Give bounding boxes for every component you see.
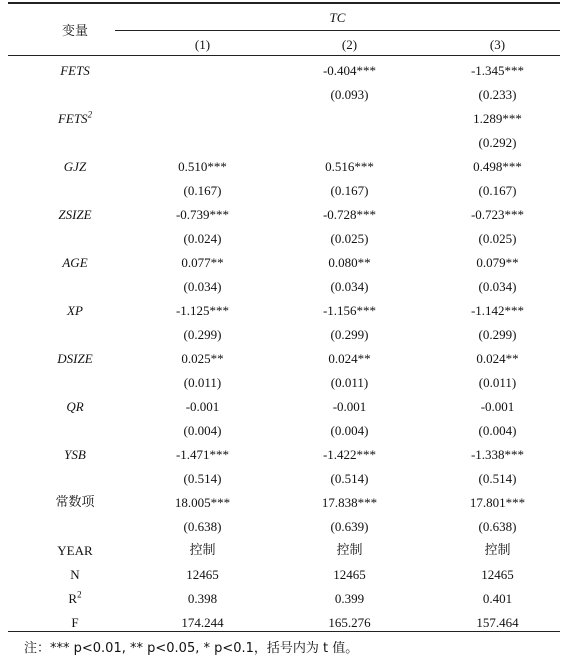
summary-label-text: F [71, 615, 79, 630]
coefficient-cell: -0.723*** [470, 207, 525, 222]
standard-error-cell: (0.004) [330, 423, 369, 438]
summary-value-cell: 12465 [481, 567, 514, 582]
column-header-2: (2) [341, 37, 358, 52]
standard-error-cell: (0.024) [183, 231, 222, 246]
standard-error-cell: (0.233) [478, 87, 517, 102]
standard-error-cell: (0.638) [478, 519, 517, 534]
coefficient-cell: 17.838*** [321, 495, 378, 510]
coefficient-cell: -0.001 [185, 399, 220, 414]
standard-error-cell: (0.034) [330, 279, 369, 294]
summary-value-cell: 0.401 [482, 591, 513, 606]
standard-error-cell: (0.639) [330, 519, 369, 534]
header-rule [8, 55, 560, 56]
variable-label [0, 63, 150, 79]
standard-error-cell: (0.034) [183, 279, 222, 294]
coefficient-cell: 0.516*** [325, 159, 374, 174]
coefficient-cell: -0.001 [332, 399, 367, 414]
standard-error-cell: (0.638) [183, 519, 222, 534]
summary-value-cell: 12465 [186, 567, 219, 582]
summary-value-cell: 控制 [189, 543, 216, 558]
standard-error-cell: (0.299) [478, 327, 517, 342]
standard-error-cell: (0.011) [478, 375, 517, 390]
summary-value-cell: 0.398 [187, 591, 218, 606]
variable-label-text: XP [67, 303, 83, 318]
standard-error-cell: (0.025) [478, 231, 517, 246]
bottom-rule [8, 631, 560, 632]
summary-label-text: R [68, 591, 78, 606]
variable-label-text: FETS [57, 111, 88, 126]
variable-label [0, 303, 150, 319]
summary-label-text: YEAR [57, 543, 93, 558]
top-rule [8, 2, 560, 4]
standard-error-cell: (0.034) [478, 279, 517, 294]
summary-value-cell: 157.464 [476, 615, 519, 630]
variable-label-text: FETS [60, 63, 90, 78]
standard-error-cell: (0.514) [478, 471, 517, 486]
variable-label [0, 351, 150, 367]
standard-error-cell: (0.167) [183, 183, 222, 198]
coefficient-cell: 0.077** [181, 255, 224, 270]
variable-label [0, 399, 150, 415]
summary-value-cell: 165.276 [328, 615, 371, 630]
variable-label-text: 常数项 [55, 495, 95, 510]
standard-error-cell: (0.011) [183, 375, 222, 390]
standard-error-cell: (0.004) [478, 423, 517, 438]
coefficient-cell: -0.001 [480, 399, 515, 414]
summary-value-cell: 174.244 [181, 615, 224, 630]
variable-label [0, 207, 150, 223]
summary-label [0, 615, 150, 631]
coefficient-cell: -1.142*** [470, 303, 525, 318]
coefficient-cell: -0.728*** [322, 207, 377, 222]
summary-label [0, 543, 150, 559]
coefficient-cell: 0.024** [476, 351, 519, 366]
variable-label-text: GJZ [63, 159, 87, 174]
variable-label [0, 447, 150, 463]
coefficient-cell: 0.510*** [178, 159, 227, 174]
variable-label-text: QR [66, 399, 84, 414]
variable-label-superscript: 2 [87, 109, 93, 120]
dependent-variable-rule [115, 30, 560, 31]
variable-label-text: ZSIZE [58, 207, 92, 222]
coefficient-cell: -1.471*** [175, 447, 230, 462]
summary-label-superscript: 2 [77, 589, 82, 600]
standard-error-cell: (0.514) [183, 471, 222, 486]
coefficient-cell: 0.024** [328, 351, 371, 366]
coefficient-cell: -1.422*** [322, 447, 377, 462]
standard-error-cell: (0.292) [478, 135, 517, 150]
coefficient-cell: 1.289*** [473, 111, 522, 126]
summary-value-cell: 0.399 [334, 591, 365, 606]
coefficient-cell: 18.005*** [174, 495, 231, 510]
summary-value-cell: 12465 [333, 567, 366, 582]
table-note: 注：*** p<0.01, ** p<0.05, * p<0.1，括号内为 t 值。 [24, 641, 359, 656]
coefficient-cell: 0.025** [181, 351, 224, 366]
column-header-1: (1) [194, 37, 211, 52]
coefficient-cell: -0.404*** [322, 63, 377, 78]
standard-error-cell: (0.167) [330, 183, 369, 198]
variable-label-text: DSIZE [57, 351, 93, 366]
coefficient-cell: -1.345*** [470, 63, 525, 78]
standard-error-cell: (0.167) [478, 183, 517, 198]
variable-label [0, 111, 150, 127]
standard-error-cell: (0.093) [330, 87, 369, 102]
summary-value-cell: 控制 [336, 543, 363, 558]
coefficient-cell: -1.125*** [175, 303, 230, 318]
standard-error-cell: (0.025) [330, 231, 369, 246]
variable-label-text: AGE [62, 255, 88, 270]
coefficient-cell: 0.080** [328, 255, 371, 270]
variable-label [0, 159, 150, 175]
dependent-variable-header: TC [329, 10, 346, 25]
summary-label [0, 591, 150, 607]
standard-error-cell: (0.299) [183, 327, 222, 342]
standard-error-cell: (0.299) [330, 327, 369, 342]
coefficient-cell: -1.156*** [322, 303, 377, 318]
coefficient-cell: 17.801*** [469, 495, 526, 510]
standard-error-cell: (0.514) [330, 471, 369, 486]
column-header-3: (3) [489, 37, 506, 52]
summary-label-text: N [70, 567, 80, 582]
coefficient-cell: 0.498*** [473, 159, 522, 174]
coefficient-cell: -1.338*** [470, 447, 525, 462]
variable-label [0, 495, 150, 511]
variable-label [0, 255, 150, 271]
variable-label-text: YSB [64, 447, 86, 462]
coefficient-cell: -0.739*** [175, 207, 230, 222]
summary-label [0, 567, 150, 583]
standard-error-cell: (0.004) [183, 423, 222, 438]
standard-error-cell: (0.011) [330, 375, 369, 390]
variable-header: 变量 [61, 24, 88, 39]
coefficient-cell: 0.079** [476, 255, 519, 270]
summary-value-cell: 控制 [484, 543, 511, 558]
